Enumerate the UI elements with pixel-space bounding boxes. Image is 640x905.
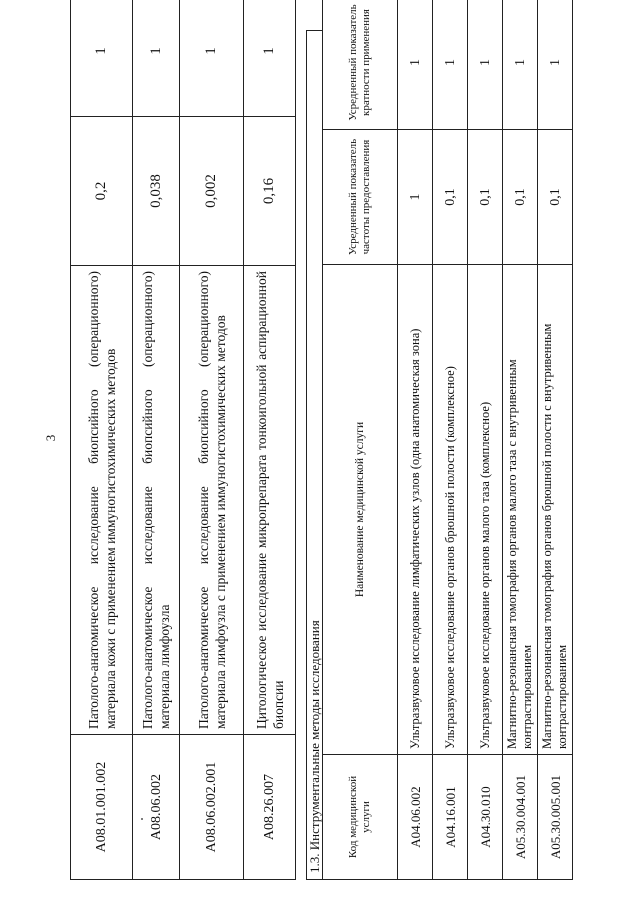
section-title: 1.3. Инструментальные методы исследования	[306, 30, 322, 880]
multiplicity-value: 1	[398, 0, 433, 130]
header-code: Код медицинской услуги	[323, 755, 398, 880]
frequency-value: 0,1	[538, 130, 573, 265]
service-code: A08.06.002	[133, 735, 180, 880]
table-row	[133, 0, 180, 880]
document-sheet	[70, 4, 605, 880]
frequency-value: 0,2	[71, 117, 133, 266]
multiplicity-value: 1	[468, 0, 503, 130]
header-multiplicity: Усредненный показатель кратности применения	[323, 0, 398, 130]
service-code: A05.30.005.001	[538, 755, 573, 880]
multiplicity-value: 1	[180, 0, 244, 117]
multiplicity-value: 1	[71, 0, 133, 117]
table-row	[503, 0, 538, 880]
table-header-row	[323, 0, 398, 880]
service-name: Патолого-анатомическое исследование биопсийного (операционного) материала кожи с применением иммуногистохимических методов	[71, 266, 133, 735]
service-code: A04.30.010	[468, 755, 503, 880]
service-name: Магнитно-резонансная томография органов брюшной полости с внутривенным контрастированием	[538, 265, 573, 755]
service-name: Ультразвуковое исследование органов брюшной полости (комплексное)	[433, 265, 468, 755]
multiplicity-value: 1	[538, 0, 573, 130]
table-row	[468, 0, 503, 880]
services-table-continued	[70, 0, 296, 880]
multiplicity-value: 1	[244, 0, 296, 117]
service-code: A08.26.007	[244, 735, 296, 880]
service-code: A08.01.001.002	[71, 735, 133, 880]
page-number: 3	[43, 434, 58, 442]
table-row	[538, 0, 573, 880]
header-name: Наименование медицинской услуги	[323, 265, 398, 755]
service-name: Магнитно-резонансная томография органов малого таза с внутривенным контрастированием	[503, 265, 538, 755]
table-row	[398, 0, 433, 880]
table-row	[433, 0, 468, 880]
table-row	[71, 0, 133, 880]
frequency-value: 0,1	[433, 130, 468, 265]
service-name: Цитологическое исследование микропрепарата тонкоигольной аспирационной биопсии	[244, 266, 296, 735]
service-code: A04.06.002	[398, 755, 433, 880]
frequency-value: 1	[398, 130, 433, 265]
multiplicity-value: 1	[503, 0, 538, 130]
service-name: Патолого-анатомическое исследование биопсийного (операционного) материала лимфоузла с применением иммуногистохимических методов	[180, 266, 244, 735]
frequency-value: 0,1	[468, 130, 503, 265]
service-name: Ультразвуковое исследование лимфатических узлов (одна анатомическая зона)	[398, 265, 433, 755]
table-row	[244, 0, 296, 880]
frequency-value: 0,16	[244, 117, 296, 266]
table-row	[180, 0, 244, 880]
frequency-value: 0,002	[180, 117, 244, 266]
service-code: A08.06.002.001	[180, 735, 244, 880]
service-code: A05.30.004.001	[503, 755, 538, 880]
service-name: Ультразвуковое исследование органов малого таза (комплексное)	[468, 265, 503, 755]
frequency-value: 0,038	[133, 117, 180, 266]
header-frequency: Усредненный показатель частоты предоставления	[323, 130, 398, 265]
service-name: Патолого-анатомическое исследование биопсийного (операционного) материала лимфоузла	[133, 266, 180, 735]
frequency-value: 0,1	[503, 130, 538, 265]
instrumental-methods-table	[322, 0, 573, 880]
multiplicity-value: 1	[433, 0, 468, 130]
multiplicity-value: 1	[133, 0, 180, 117]
service-code: A04.16.001	[433, 755, 468, 880]
